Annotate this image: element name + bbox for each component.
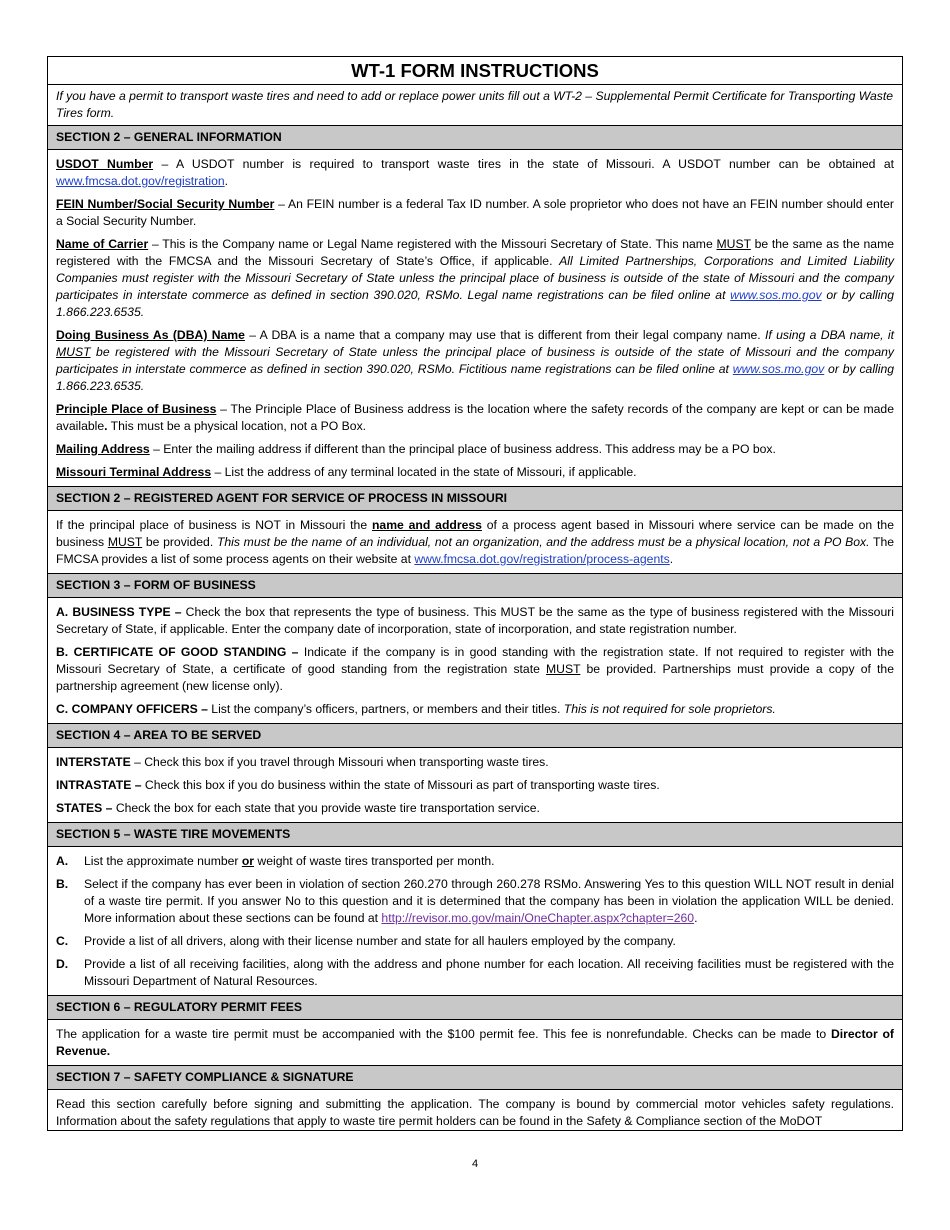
officers-paragraph: C. COMPANY OFFICERS – List the company’s officers, partners, or members and their titles. This is not required for sole proprietors.	[56, 702, 776, 716]
terminal-paragraph: Missouri Terminal Address – List the address of any terminal located in the state of Missouri, if applicable.	[56, 465, 637, 479]
dba-paragraph: Doing Business As (DBA) Name – A DBA is a name that a company may use that is different from their legal company name. If using a DBA name, it MUST be registered with the Missouri Secretary of State unless the principal place of business is outside of the state of Missouri and the company participates in interstate commerce as defined in section 390.020, RSMo. Fictitious name registrations can be filed online at www.sos.mo.gov or by calling 1.866.223.6535.	[56, 328, 894, 393]
section-2-body	[48, 150, 902, 487]
form-title: WT-1 FORM INSTRUCTIONS	[48, 57, 902, 85]
ppb-term: Principle Place of Business	[56, 402, 217, 416]
fein-paragraph: FEIN Number/Social Security Number – An FEIN number is a federal Tax ID number. A sole proprietor who does not have an FEIN number should enter a Social Security Number.	[56, 197, 894, 228]
list-item-c: C. Provide a list of all drivers, along with their license number and state for all haulers employed by the company.	[56, 934, 676, 948]
interstate-paragraph: INTERSTATE – Check this box if you travel through Missouri when transporting waste tires.	[56, 755, 549, 769]
ppb-paragraph: Principle Place of Business – The Principle Place of Business address is the location where the safety records of the company are kept or can be made available. This must be a physical location, not a PO Box.	[56, 402, 894, 433]
section-5-body	[48, 847, 902, 996]
section-4-body	[48, 748, 902, 823]
mailing-term: Mailing Address	[56, 442, 150, 456]
intrastate-paragraph: INTRASTATE – Check this box if you do business within the state of Missouri as part of transporting waste tires.	[56, 778, 660, 792]
process-agents-link[interactable]: www.fmcsa.dot.gov/registration/process-agents	[414, 552, 670, 566]
revisor-link[interactable]: http://revisor.mo.gov/main/OneChapter.aspx?chapter=260	[381, 911, 695, 925]
list-item-d: D. Provide a list of all receiving facilities, along with the address and phone number for each location. All receiving facilities must be registered with the Missouri Department of Natural Resources.	[56, 957, 894, 988]
dba-term: Doing Business As (DBA) Name	[56, 328, 245, 342]
section-2-agent-body	[48, 511, 902, 574]
section-2-agent-header: SECTION 2 – REGISTERED AGENT FOR SERVICE OF PROCESS IN MISSOURI	[48, 487, 902, 511]
page-number: 4	[471, 1158, 479, 1170]
section-2-header: SECTION 2 – GENERAL INFORMATION	[48, 126, 902, 150]
carrier-term: Name of Carrier	[56, 237, 149, 251]
usdot-term: USDOT Number	[56, 157, 154, 171]
usdot-paragraph: USDOT Number – A USDOT number is required to transport waste tires in the state of Missouri. A USDOT number can be obtained at www.fmcsa.dot.gov/registration.	[56, 157, 894, 188]
carrier-paragraph: Name of Carrier – This is the Company name or Legal Name registered with the Missouri Secretary of State. This name MUST be the same as the name registered with the FMCSA and the Missouri Secretary of State’s Office, if applicable. All Limited Partnerships, Corporations and Limited Liability Companies must register with the Missouri Secretary of State unless the principal place of business is outside of the state of Missouri and the company participates in interstate commerce as defined in section 390.020, RSMo. Legal name registrations can be filed online at www.sos.mo.gov or by calling 1.866.223.6535.	[56, 237, 894, 319]
business-type-paragraph: A. BUSINESS TYPE – Check the box that represents the type of business. This MUST be the same as the type of business registered with the Missouri Secretary of State, if applicable. Enter the company date of incorporation, state of incorporation, and state registration number.	[56, 605, 895, 636]
list-item-b: B. Select if the company has ever been in violation of section 260.270 through 260.278 RSMo. Answering Yes to this question WILL NOT result in denial of a waste tire permit. If you answer No to this question and it is determined that the company has been in violation the application WILL be denied. More information about these sections can be found at http://revisor.mo.gov/main/OneChapter.aspx?chapter=260.	[56, 877, 894, 925]
section-7-header: SECTION 7 – SAFETY COMPLIANCE & SIGNATURE	[48, 1066, 902, 1090]
instructions-form	[47, 56, 903, 1131]
fein-term: FEIN Number/Social Security Number	[56, 197, 275, 211]
section-6-header: SECTION 6 – REGULATORY PERMIT FEES	[48, 996, 902, 1020]
section-3-body	[48, 598, 902, 724]
safety-paragraph: Read this section carefully before signing and submitting the application. The company is bound by commercial motor vehicles safety regulations. Information about the safety regulations that apply to waste tire permit holders can be found in the Safety & Compliance section of the MoDOT	[56, 1097, 894, 1128]
good-standing-paragraph: B. CERTIFICATE OF GOOD STANDING – Indicate if the company is in good standing with the registration state. If not required to register with the Missouri Secretary of State, a certificate of good standing from the registration state MUST be provided. Partnerships must provide a copy of the partnership agreement (new license only).	[56, 645, 894, 693]
agent-paragraph: If the principal place of business is NOT in Missouri the name and address of a process agent based in Missouri where service can be made on the business MUST be provided. This must be the name of an individual, not an organization, and the address must be a physical location, not a PO Box. The FMCSA provides a list of some process agents on their website at www.fmcsa.dot.gov/registration/process-agents.	[56, 518, 895, 566]
sos-link[interactable]: www.sos.mo.gov	[730, 288, 822, 302]
list-item-a: A. List the approximate number or weight of waste tires transported per month.	[56, 854, 495, 868]
fees-paragraph: The application for a waste tire permit must be accompanied with the $100 permit fee. This fee is nonrefundable. Checks can be made to Director of Revenue.	[56, 1027, 894, 1058]
intro-note: If you have a permit to transport waste tires and need to add or replace power units fill out a WT-2 – Supplemental Permit Certificate for Transporting Waste Tires form.	[48, 85, 902, 126]
fmcsa-registration-link[interactable]: www.fmcsa.dot.gov/registration	[56, 174, 225, 188]
states-paragraph: STATES – Check the box for each state that you provide waste tire transportation service.	[56, 801, 540, 815]
section-7-body	[48, 1090, 902, 1130]
section-6-body	[48, 1020, 902, 1066]
terminal-term: Missouri Terminal Address	[56, 465, 212, 479]
section-4-header: SECTION 4 – AREA TO BE SERVED	[48, 724, 902, 748]
sos-link-dba[interactable]: www.sos.mo.gov	[732, 362, 825, 376]
section-3-header: SECTION 3 – FORM OF BUSINESS	[48, 574, 902, 598]
mailing-paragraph: Mailing Address – Enter the mailing address if different than the principal place of business address. This address may be a PO box.	[56, 442, 776, 456]
section-5-header: SECTION 5 – WASTE TIRE MOVEMENTS	[48, 823, 902, 847]
